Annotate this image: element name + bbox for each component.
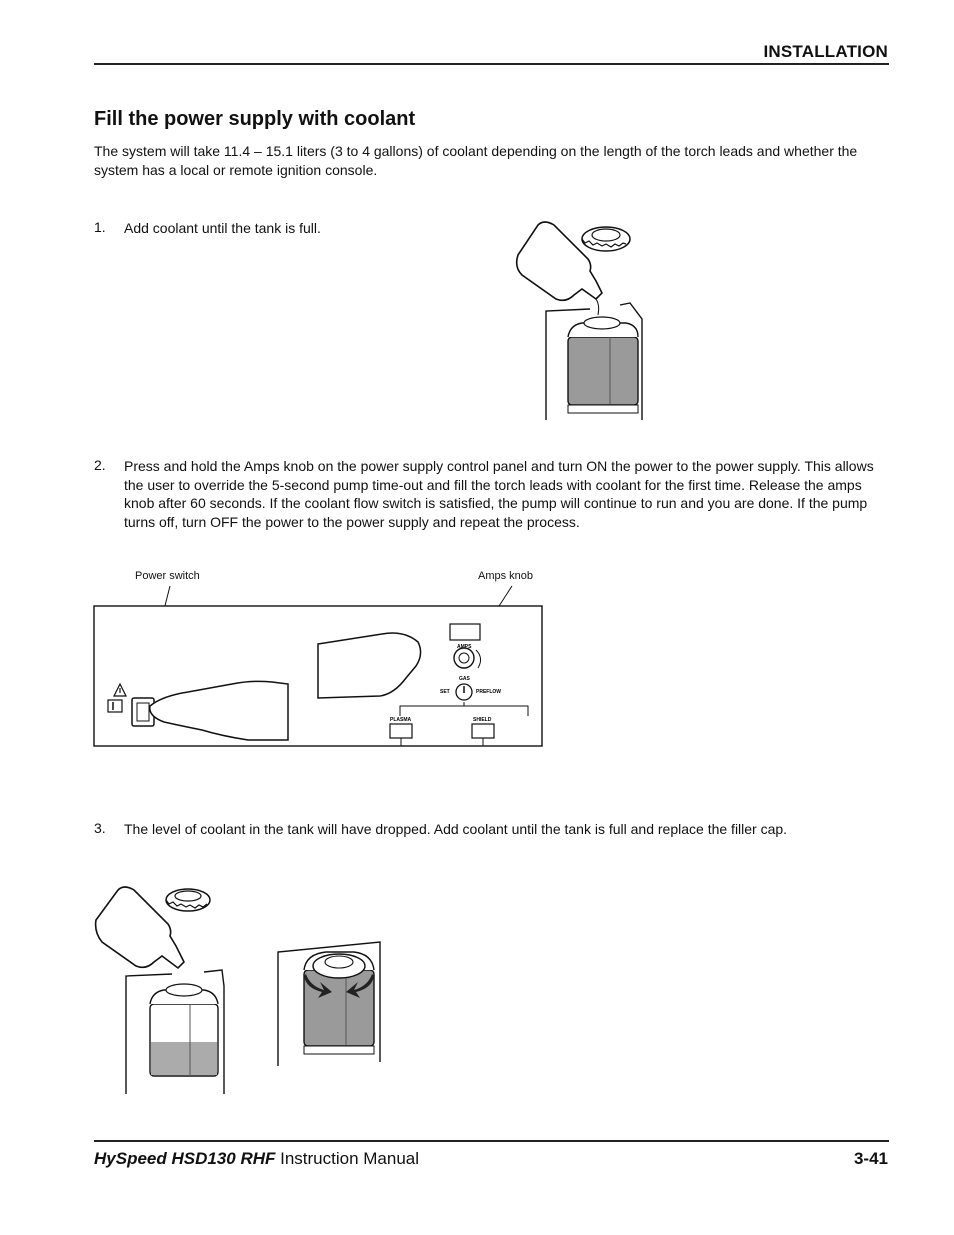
figure-refill-tank (92, 882, 242, 1094)
coolant-tank-icon (150, 984, 218, 1076)
label-plasma: PLASMA (390, 717, 412, 723)
page-title: Fill the power supply with coolant (94, 108, 416, 130)
label-preflow: PREFLOW (476, 689, 501, 695)
step-3-number: 3. (94, 820, 106, 836)
figure-fill-tank (510, 215, 650, 420)
coolant-tank-icon (568, 317, 638, 413)
gas-knob-icon (456, 684, 472, 700)
label-amps: AMPS (457, 644, 472, 650)
footer-doc-type: Instruction Manual (280, 1149, 420, 1168)
coolant-tank-icon (304, 952, 374, 1054)
step-1-text: Add coolant until the tank is full. (124, 220, 321, 236)
page-number: 3-41 (853, 1149, 888, 1168)
filler-cap-icon (166, 889, 210, 911)
callout-power-switch: Power switch (135, 570, 200, 582)
label-shield: SHIELD (473, 717, 492, 723)
header-rule (94, 63, 889, 65)
step-1-number: 1. (94, 219, 106, 235)
footer-rule (94, 1140, 889, 1142)
section-header: INSTALLATION (763, 42, 888, 61)
step-2-number: 2. (94, 457, 106, 473)
step-3-text: The level of coolant in the tank will have dropped. Add coolant until the tank is full and replace the filler cap. (124, 821, 788, 837)
label-gas: GAS (459, 676, 470, 682)
footer-product-name: HySpeed HSD130 RHF (94, 1149, 276, 1168)
filler-cap-icon (582, 227, 630, 251)
step-2-text: Press and hold the Amps knob on the power supply control panel and turn ON the power to the power supply. This allows the user to override the 5-second pump time-out and fill the torch leads with coolant for the first time. Release the amps knob after 60 seconds. If the coolant flow switch is satisfied, the pump will continue to run and you are done. If the pump turns off, turn OFF the power to the power supply and repeat the process. (124, 458, 874, 530)
callout-amps-knob: Amps knob (478, 570, 534, 582)
figure-replace-cap (276, 940, 382, 1066)
label-set: SET (440, 689, 450, 695)
intro-paragraph: The system will take 11.4 – 15.1 liters (3 to 4 gallons) of coolant depending on the length of the torch leads and whether the system has a local or remote ignition console. (94, 143, 858, 178)
figure-control-panel (92, 580, 544, 750)
